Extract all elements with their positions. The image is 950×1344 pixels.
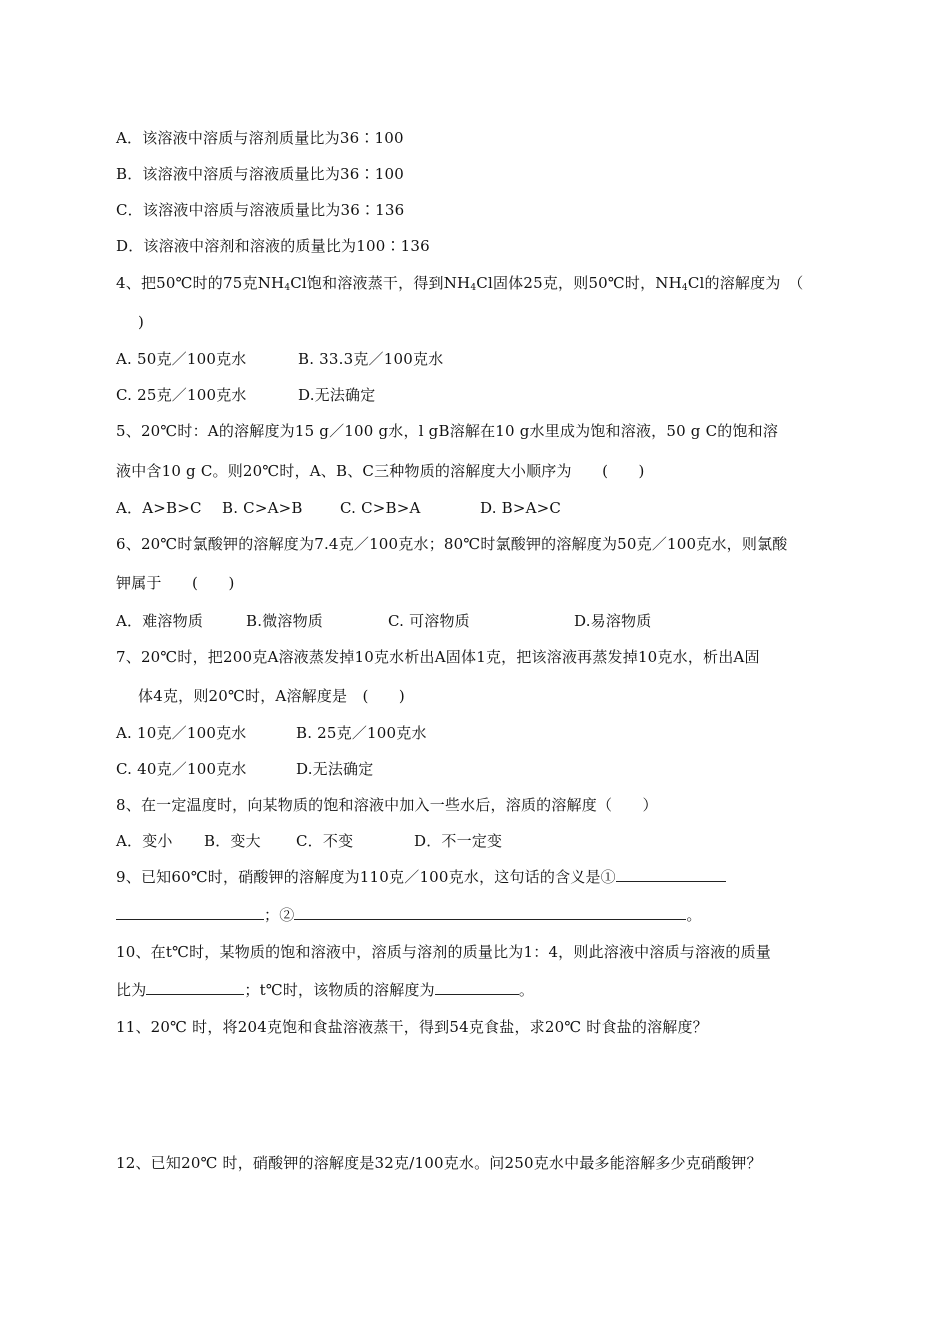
q5-option-b: B. C>A>B bbox=[222, 499, 303, 517]
q3-option-b: B．该溶液中溶质与溶液质量比为36∶100 bbox=[116, 165, 404, 183]
q8-option-b: B．变大 bbox=[204, 832, 261, 850]
q4-option-a: A. 50克／100克水 bbox=[116, 350, 247, 368]
q12: 12、已知20℃ 时，硝酸钾的溶解度是32克/100克水。问250克水中最多能溶解多少克硝酸钾？ bbox=[116, 1154, 762, 1172]
q7-options-row2 bbox=[116, 759, 373, 779]
q4-stem: 4、把50℃时的75克$NH_4Cl$饱和溶液蒸干，得到$NH_4Cl$固体25克，则50℃时，$NH_4Cl$的溶解度为 （ bbox=[116, 274, 804, 293]
q9-blank-1b bbox=[116, 905, 264, 920]
q8-line1: 8、在一定温度时，向某物质的饱和溶液中加入一些水后，溶质的溶解度（ ） bbox=[116, 796, 658, 814]
q6-options bbox=[116, 611, 651, 631]
q3-option-a: A．该溶液中溶质与溶剂质量比为36∶100 bbox=[116, 129, 404, 147]
q9-line1: 9、已知60℃时，硝酸钾的溶解度为110克／100克水，这句话的含义是① bbox=[116, 867, 726, 887]
q7-line1: 7、20℃时，把200克A溶液蒸发掉10克水析出A固体1克，把该溶液再蒸发掉10克水，析出A固 bbox=[116, 648, 760, 666]
q6-option-a: A．难溶物质 bbox=[116, 612, 204, 630]
q7-line2: 体4克，则20℃时，A溶解度是 ( ) bbox=[138, 687, 405, 705]
q10-blank-1 bbox=[146, 980, 244, 995]
q8-option-a: A．变小 bbox=[116, 832, 173, 850]
q6-option-d: D.易溶物质 bbox=[574, 612, 652, 630]
q8-option-d: D．不一定变 bbox=[414, 832, 503, 850]
q5-option-d: D. B>A>C bbox=[480, 499, 562, 517]
q6-line2: 钾属于 ( ) bbox=[116, 574, 235, 592]
q10-line2: 比为 ；t℃时，该物质的溶解度为 。 bbox=[116, 981, 535, 999]
q9-blank-2 bbox=[294, 905, 686, 920]
q3-option-c: C．该溶液中溶质与溶液质量比为36∶136 bbox=[116, 201, 405, 219]
q4-options-row2 bbox=[116, 385, 375, 405]
q7-options-row1 bbox=[116, 723, 427, 743]
q4-option-b: B. 33.3克／100克水 bbox=[298, 350, 444, 368]
q8-options bbox=[116, 831, 502, 851]
q3-option-d: D．该溶液中溶剂和溶液的质量比为100∶136 bbox=[116, 237, 430, 255]
q5-line2: 液中含10 g C。则20℃时，A、B、C三种物质的溶解度大小顺序为 ( ) bbox=[116, 462, 645, 480]
q4-stem-cont: ) bbox=[138, 313, 145, 331]
q9-line2: ；② 。 bbox=[116, 905, 702, 925]
q6-option-b: B.微溶物质 bbox=[246, 612, 323, 630]
q7-option-b: B. 25克／100克水 bbox=[296, 724, 427, 742]
q8-option-c: C．不变 bbox=[296, 832, 354, 850]
q5-options bbox=[116, 498, 561, 518]
q4-option-d: D.无法确定 bbox=[298, 386, 376, 404]
q6-option-c: C. 可溶物质 bbox=[388, 612, 470, 630]
q10-line1: 10、在t℃时，某物质的饱和溶液中，溶质与溶剂的质量比为1：4，则此溶液中溶质与溶液的质量 bbox=[116, 943, 771, 961]
q4-option-c: C. 25克／100克水 bbox=[116, 386, 247, 404]
q7-option-a: A. 10克／100克水 bbox=[116, 724, 247, 742]
q6-line1: 6、20℃时氯酸钾的溶解度为7.4克／100克水；80℃时氯酸钾的溶解度为50克／100克水，则氯酸 bbox=[116, 535, 788, 553]
q7-option-c: C. 40克／100克水 bbox=[116, 760, 247, 778]
q11: 11、20℃ 时，将204克饱和食盐溶液蒸干，得到54克食盐，求20℃ 时食盐的溶解度？ bbox=[116, 1018, 708, 1036]
q5-option-c: C. C>B>A bbox=[340, 499, 421, 517]
q5-line1: 5、20℃时：A的溶解度为15 g／100 g水，l gB溶解在10 g水里成为饱和溶液，50 g C的饱和溶 bbox=[116, 422, 779, 440]
q9-blank-1a bbox=[616, 867, 726, 882]
q7-option-d: D.无法确定 bbox=[296, 760, 374, 778]
q10-blank-2 bbox=[435, 980, 519, 995]
q4-options-row1 bbox=[116, 349, 443, 369]
q5-option-a: A．A>B>C bbox=[116, 499, 202, 517]
